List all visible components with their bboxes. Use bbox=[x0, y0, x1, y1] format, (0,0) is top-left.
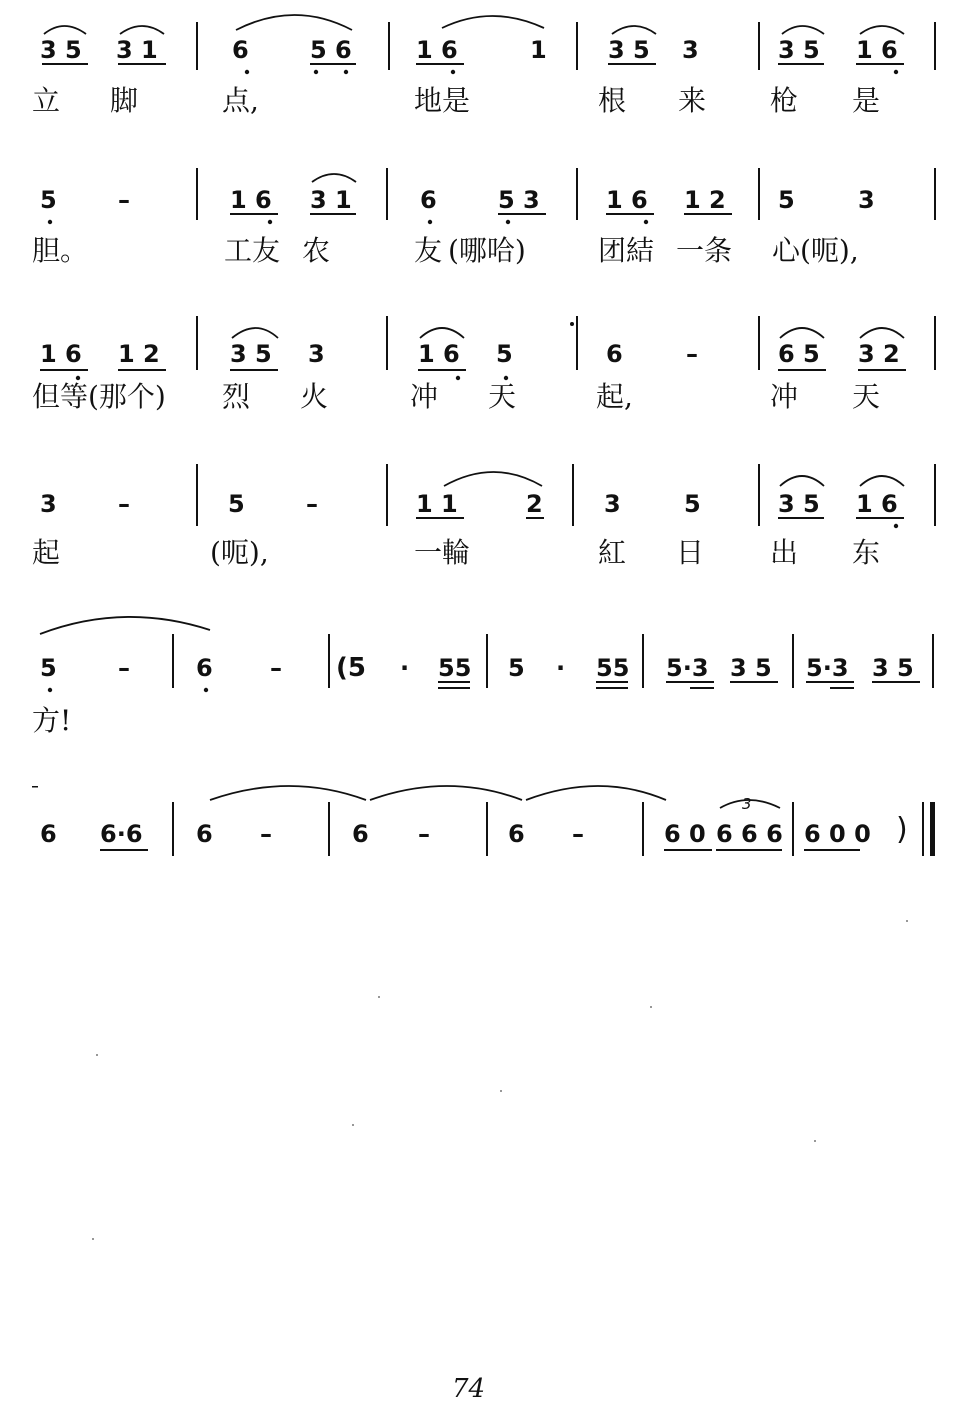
lyric-syllable: 立 bbox=[32, 84, 61, 117]
score-system-5 bbox=[0, 620, 968, 770]
lyric-syllable: 起 bbox=[32, 536, 61, 569]
bar-line bbox=[486, 634, 488, 688]
note-group: 1 2 bbox=[684, 186, 726, 214]
note-group: 3 5 bbox=[230, 340, 272, 368]
bar-line bbox=[576, 168, 578, 220]
bar-line bbox=[196, 316, 198, 370]
lyric-syllable: 枪 bbox=[770, 84, 799, 117]
lyric-syllable: 胆。 bbox=[32, 234, 89, 267]
note-group: 1 6 bbox=[856, 490, 898, 518]
note-group: 6 bbox=[196, 820, 213, 848]
lyric-syllable: (呃), bbox=[210, 536, 269, 569]
score-system-4 bbox=[0, 456, 968, 606]
note-group: – bbox=[118, 654, 130, 682]
lyric-syllable: 工友 bbox=[224, 234, 281, 267]
note-group: 6 bbox=[352, 820, 369, 848]
lyric-syllable: 出 bbox=[770, 536, 799, 569]
lyric-syllable: 一輪 bbox=[414, 536, 471, 569]
note-group: 6 bbox=[196, 654, 213, 682]
note-group: 1 1 bbox=[416, 490, 458, 518]
note-group: – bbox=[418, 820, 430, 848]
bar-line bbox=[934, 464, 936, 526]
lyric-syllable: 一条 bbox=[676, 234, 733, 267]
note-group: 3 5 bbox=[778, 490, 820, 518]
note-group: 6 bbox=[508, 820, 525, 848]
lyric-syllable: 天 bbox=[852, 380, 881, 413]
bar-line bbox=[642, 634, 644, 688]
bar-line bbox=[386, 464, 388, 526]
note-group: 3 5 bbox=[40, 36, 82, 64]
note-group: 5 6 bbox=[310, 36, 352, 64]
lyric-syllable: 日 bbox=[676, 536, 705, 569]
scan-speck bbox=[650, 1006, 652, 1008]
lyric-syllable: (呃), bbox=[800, 234, 859, 267]
note-group: 6 bbox=[232, 36, 249, 64]
note-group: · bbox=[556, 654, 566, 682]
bar-line bbox=[758, 464, 760, 526]
note-group: 3 bbox=[858, 186, 875, 214]
lyrics-line-1 bbox=[0, 84, 968, 124]
note-group: 1 6 bbox=[230, 186, 272, 214]
bar-line bbox=[386, 168, 388, 220]
bar-line bbox=[388, 22, 390, 70]
note-group: 55 bbox=[596, 654, 630, 682]
bar-line bbox=[758, 22, 760, 70]
bar-line bbox=[642, 802, 644, 856]
note-group: 55 bbox=[438, 654, 472, 682]
note-group: 5·3 bbox=[666, 654, 709, 682]
note-group: 5 bbox=[228, 490, 245, 518]
note-group: 6 5 bbox=[778, 340, 820, 368]
note-group: 3 bbox=[308, 340, 325, 368]
lyrics-line-4 bbox=[0, 536, 968, 576]
bar-line bbox=[576, 316, 578, 370]
bar-line bbox=[792, 802, 794, 856]
lyrics-line-5 bbox=[0, 704, 968, 744]
note-group: 1 6 bbox=[856, 36, 898, 64]
score-system-6 bbox=[0, 780, 968, 930]
bar-line bbox=[196, 22, 198, 70]
bar-line bbox=[486, 802, 488, 856]
note-group: 1 2 bbox=[118, 340, 160, 368]
bar-line bbox=[934, 22, 936, 70]
note-group: 5 bbox=[778, 186, 795, 214]
note-group: 1 6 bbox=[606, 186, 648, 214]
note-group: 6 bbox=[420, 186, 437, 214]
note-group: 6 0 bbox=[664, 820, 706, 848]
lyrics-line-3 bbox=[0, 380, 968, 420]
note-group: 5 bbox=[40, 654, 57, 682]
bar-line bbox=[196, 168, 198, 220]
lyric-syllable: 脚 bbox=[110, 84, 139, 117]
bar-line bbox=[328, 802, 330, 856]
lyric-syllable: 冲 bbox=[410, 380, 439, 413]
note-group: 1 6 bbox=[418, 340, 460, 368]
note-group: – bbox=[572, 820, 584, 848]
note-group: 3 5 bbox=[608, 36, 650, 64]
note-group: 3 5 bbox=[730, 654, 772, 682]
lyric-syllable: 是 bbox=[852, 84, 881, 117]
lyric-syllable: 心 bbox=[772, 234, 801, 267]
bar-line bbox=[386, 316, 388, 370]
note-group: 5 3 bbox=[498, 186, 540, 214]
scan-speck bbox=[814, 1140, 816, 1142]
note-group: – bbox=[270, 654, 282, 682]
bar-line bbox=[328, 634, 330, 688]
note-group: ) bbox=[896, 812, 908, 847]
tuplet-number: 3 bbox=[742, 795, 752, 813]
note-group: 3 bbox=[604, 490, 621, 518]
lyric-syllable: 友 bbox=[414, 234, 443, 267]
bar-line bbox=[758, 316, 760, 370]
note-group: 5 bbox=[40, 186, 57, 214]
lyric-syllable: 根 bbox=[598, 84, 627, 117]
note-group: 6 0 0 bbox=[804, 820, 871, 848]
lyric-syllable: 农 bbox=[302, 234, 331, 267]
lyric-syllable: 来 bbox=[678, 84, 707, 117]
note-group: – bbox=[118, 490, 130, 518]
note-group: – bbox=[686, 340, 698, 368]
bar-line bbox=[792, 634, 794, 688]
note-group: – bbox=[260, 820, 272, 848]
note-group: 3 5 bbox=[778, 36, 820, 64]
lyric-syllable: 地是 bbox=[414, 84, 471, 117]
note-group: – bbox=[118, 186, 130, 214]
note-group: 1 bbox=[530, 36, 547, 64]
note-group: 3 bbox=[682, 36, 699, 64]
lyric-syllable: 起, bbox=[596, 380, 633, 413]
scan-speck bbox=[96, 1054, 98, 1056]
lyrics-line-2 bbox=[0, 234, 968, 274]
bar-line bbox=[576, 22, 578, 70]
lyric-syllable: 方! bbox=[32, 704, 72, 737]
lyric-syllable: 烈 bbox=[222, 380, 251, 413]
lyric-syllable: 但等(那个) bbox=[32, 380, 166, 413]
note-group: 3 1 bbox=[116, 36, 158, 64]
final-barline-thin bbox=[922, 802, 924, 856]
lyric-syllable: 点, bbox=[222, 84, 259, 117]
bar-line bbox=[758, 168, 760, 220]
note-group: 3 5 bbox=[872, 654, 914, 682]
note-group: – bbox=[306, 490, 318, 518]
lyric-syllable: 冲 bbox=[770, 380, 799, 413]
note-group: 6 bbox=[40, 820, 57, 848]
note-group: 6 bbox=[606, 340, 623, 368]
lyric-syllable: 紅 bbox=[598, 536, 627, 569]
note-group: 1 6 bbox=[40, 340, 82, 368]
scan-speck bbox=[906, 920, 908, 922]
note-group: 5 bbox=[684, 490, 701, 518]
bar-line bbox=[932, 634, 934, 688]
scan-speck bbox=[378, 996, 380, 998]
lyric-syllable: 东 bbox=[852, 536, 881, 569]
lyric-syllable: 天 bbox=[488, 380, 517, 413]
lyric-syllable: (哪哈) bbox=[448, 234, 526, 267]
scan-speck bbox=[92, 1238, 94, 1240]
note-group: · bbox=[400, 654, 410, 682]
bar-line bbox=[172, 634, 174, 688]
note-group: 3 1 bbox=[310, 186, 352, 214]
bar-line bbox=[934, 316, 936, 370]
bar-line bbox=[196, 464, 198, 526]
note-group: 6 6 6 bbox=[716, 820, 783, 848]
final-barline-thick bbox=[930, 802, 935, 856]
lyric-syllable: 火 bbox=[300, 380, 329, 413]
scan-speck bbox=[352, 1124, 354, 1126]
note-group: 3 bbox=[40, 490, 57, 518]
page-number: 74 bbox=[452, 1374, 486, 1404]
note-group: (5 bbox=[336, 653, 366, 683]
lyric-syllable: 团結 bbox=[598, 234, 655, 267]
bar-line bbox=[934, 168, 936, 220]
bar-line bbox=[572, 464, 574, 526]
score-system-1 bbox=[0, 0, 968, 150]
bar-line bbox=[172, 802, 174, 856]
note-group: 5·3 bbox=[806, 654, 849, 682]
note-group: 3 2 bbox=[858, 340, 900, 368]
note-group: 5 bbox=[496, 340, 513, 368]
scan-speck bbox=[500, 1090, 502, 1092]
note-group: 5 bbox=[508, 654, 525, 682]
note-group: 6·6 bbox=[100, 820, 143, 848]
note-group: 1 6 bbox=[416, 36, 458, 64]
note-group: 2 bbox=[526, 490, 543, 518]
